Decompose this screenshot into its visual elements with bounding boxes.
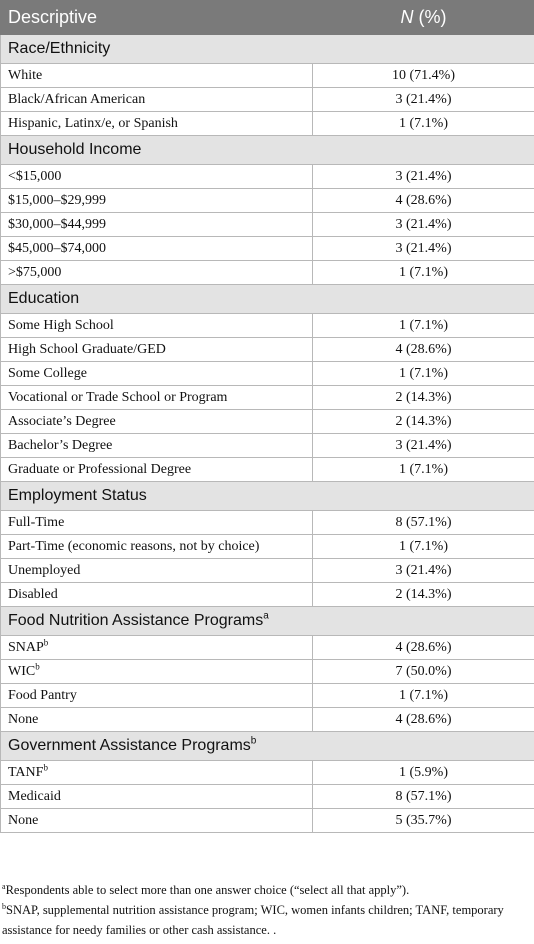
row-label — [1, 338, 313, 362]
row-label — [1, 314, 313, 338]
row-label-text: Associate’s Degree — [8, 413, 116, 429]
table-row — [1, 338, 534, 362]
row-label — [1, 362, 313, 386]
row-label-text: Vocational or Trade School or Program — [8, 389, 228, 405]
header-n: N — [400, 7, 414, 27]
section-header-row — [1, 136, 534, 165]
row-value: 1 (7.1%) — [313, 684, 534, 708]
row-value: 4 (28.6%) — [313, 708, 534, 732]
table-body — [1, 1, 534, 833]
section-title-text: Food Nutrition Assistance Programs — [8, 612, 264, 629]
row-label — [1, 434, 313, 458]
table-row — [1, 314, 534, 338]
footnotes — [2, 880, 532, 940]
footnote-mark: a — [2, 881, 6, 891]
table-row — [1, 809, 534, 833]
row-label-text: Food Pantry — [8, 687, 77, 703]
row-value: 2 (14.3%) — [313, 583, 534, 607]
table-row — [1, 434, 534, 458]
table-row — [1, 410, 534, 434]
row-label — [1, 583, 313, 607]
section-title — [1, 607, 534, 636]
row-label-text: White — [8, 67, 43, 83]
row-label-text: Full-Time — [8, 514, 65, 530]
footnote-marker: b — [35, 660, 40, 671]
row-label-text: TANF — [8, 764, 44, 780]
row-label — [1, 189, 313, 213]
row-label-text: None — [8, 711, 39, 727]
row-value: 7 (50.0%) — [313, 660, 534, 684]
row-value: 1 (7.1%) — [313, 535, 534, 559]
section-title-text: Household Income — [8, 141, 142, 158]
section-header-row — [1, 482, 534, 511]
row-value: 3 (21.4%) — [313, 237, 534, 261]
row-value: 1 (7.1%) — [313, 362, 534, 386]
section-header-row — [1, 732, 534, 761]
row-label-text: $15,000–$29,999 — [8, 192, 106, 208]
section-header-row — [1, 285, 534, 314]
table-row — [1, 362, 534, 386]
table-row — [1, 64, 534, 88]
row-label — [1, 237, 313, 261]
header-percent: (%) — [418, 7, 447, 27]
row-label-text: Graduate or Professional Degree — [8, 461, 192, 477]
section-header-row — [1, 607, 534, 636]
row-value: 2 (14.3%) — [313, 410, 534, 434]
table-row — [1, 189, 534, 213]
row-value: 1 (7.1%) — [313, 112, 534, 136]
row-value: 1 (7.1%) — [313, 261, 534, 285]
footnote — [2, 880, 532, 900]
row-value: 3 (21.4%) — [313, 434, 534, 458]
row-label — [1, 458, 313, 482]
row-label — [1, 660, 313, 684]
table-row — [1, 237, 534, 261]
row-value: 4 (28.6%) — [313, 636, 534, 660]
footnote-marker: a — [263, 610, 269, 622]
row-value: 8 (57.1%) — [313, 785, 534, 809]
section-title-text: Employment Status — [8, 487, 147, 504]
row-label-text: >$75,000 — [8, 264, 62, 280]
row-label — [1, 809, 313, 833]
table-row — [1, 458, 534, 482]
row-value: 8 (57.1%) — [313, 511, 534, 535]
row-label-text: Hispanic, Latinx/e, or Spanish — [8, 115, 178, 131]
row-label-text: Some High School — [8, 317, 114, 333]
footnote — [2, 900, 532, 940]
row-value: 1 (5.9%) — [313, 761, 534, 785]
row-label — [1, 559, 313, 583]
row-label-text: High School Graduate/GED — [8, 341, 166, 357]
row-value: 5 (35.7%) — [313, 809, 534, 833]
table-row — [1, 213, 534, 237]
header-n-percent — [313, 1, 534, 35]
row-label — [1, 535, 313, 559]
row-label — [1, 684, 313, 708]
row-label — [1, 261, 313, 285]
row-value: 3 (21.4%) — [313, 165, 534, 189]
row-label — [1, 785, 313, 809]
table-row — [1, 684, 534, 708]
row-label-text: Unemployed — [8, 562, 81, 578]
row-value: 3 (21.4%) — [313, 213, 534, 237]
footnote-marker: b — [43, 761, 48, 772]
footnote-text: SNAP, supplemental nutrition assistance program; WIC, women infants children; TANF, temporary assistance for needy families or other cash assistance. . — [2, 903, 504, 937]
section-title — [1, 136, 534, 165]
section-header-row — [1, 35, 534, 64]
footnote-text: Respondents able to select more than one answer choice (“select all that apply”). — [5, 883, 410, 897]
section-title — [1, 285, 534, 314]
row-label-text: Disabled — [8, 586, 58, 602]
footnote-mark: b — [2, 901, 6, 911]
table-row — [1, 559, 534, 583]
section-title — [1, 732, 534, 761]
section-title-text: Government Assistance Programs — [8, 737, 251, 754]
row-label — [1, 165, 313, 189]
table-row — [1, 535, 534, 559]
table-row — [1, 165, 534, 189]
row-value: 3 (21.4%) — [313, 559, 534, 583]
table-row — [1, 583, 534, 607]
header-descriptive: Descriptive — [1, 1, 313, 35]
row-value: 1 (7.1%) — [313, 458, 534, 482]
table-row — [1, 261, 534, 285]
row-label — [1, 386, 313, 410]
footnote-marker: b — [43, 636, 49, 647]
row-label-text: $45,000–$74,000 — [8, 240, 106, 256]
table-row — [1, 785, 534, 809]
section-title — [1, 35, 534, 64]
row-label — [1, 511, 313, 535]
table-row — [1, 660, 534, 684]
table-row — [1, 386, 534, 410]
row-value: 3 (21.4%) — [313, 88, 534, 112]
table-row — [1, 511, 534, 535]
section-title-text: Race/Ethnicity — [8, 40, 111, 57]
row-label — [1, 410, 313, 434]
table-row — [1, 112, 534, 136]
table-row — [1, 761, 534, 785]
row-label — [1, 64, 313, 88]
row-value: 10 (71.4%) — [313, 64, 534, 88]
row-label — [1, 708, 313, 732]
row-label — [1, 213, 313, 237]
table-row — [1, 708, 534, 732]
row-label-text: Bachelor’s Degree — [8, 437, 113, 453]
table-row — [1, 88, 534, 112]
row-label-text: WIC — [8, 663, 36, 679]
table-header-row — [1, 1, 534, 35]
row-label-text: Part-Time (economic reasons, not by choice) — [8, 538, 260, 554]
row-label-text: None — [8, 812, 39, 828]
row-value: 2 (14.3%) — [313, 386, 534, 410]
row-label — [1, 88, 313, 112]
footnote-marker: b — [250, 735, 257, 747]
row-label — [1, 761, 313, 785]
row-label-text: Medicaid — [8, 788, 61, 804]
row-label — [1, 636, 313, 660]
section-title — [1, 482, 534, 511]
row-label-text: Black/African American — [8, 91, 146, 107]
row-value: 1 (7.1%) — [313, 314, 534, 338]
row-label-text: SNAP — [8, 639, 44, 655]
row-label-text: <$15,000 — [8, 168, 62, 184]
row-value: 4 (28.6%) — [313, 189, 534, 213]
row-label — [1, 112, 313, 136]
row-label-text: $30,000–$44,999 — [8, 216, 106, 232]
row-value: 4 (28.6%) — [313, 338, 534, 362]
section-title-text: Education — [8, 290, 80, 307]
row-label-text: Some College — [8, 365, 87, 381]
table-row — [1, 636, 534, 660]
